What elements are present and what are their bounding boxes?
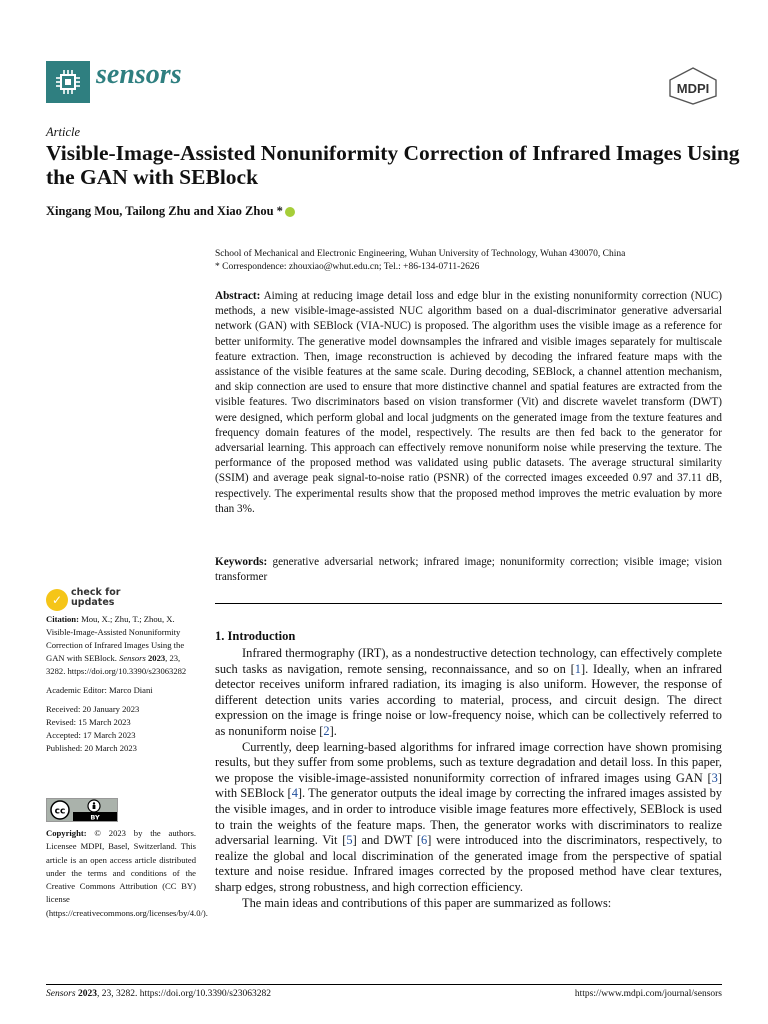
reference-link[interactable]: 3 — [711, 770, 718, 785]
affiliation: School of Mechanical and Electronic Engineering, Wuhan University of Technology, Wuhan 430070, China — [215, 249, 626, 259]
check-updates-line2: updates — [71, 597, 115, 608]
section-heading-introduction: 1. Introduction — [215, 629, 296, 643]
mdpi-logo-icon — [664, 66, 722, 106]
reference-link[interactable]: 6 — [421, 833, 428, 848]
article-type: Article — [46, 125, 81, 139]
copyright-text: © 2023 by the authors. Licensee MDPI, Basel, Switzerland. This article is an open access article distributed under the terms and conditions of the Creative Commons Attribution (CC BY) license (https://creativecommons.org/licenses/by/4.0/). — [46, 828, 208, 918]
intro-paragraph: The main ideas and contributions of this paper are summarized as follows: — [242, 895, 612, 910]
citation-text: Mou, X.; Zhu, T.; Zhou, X. Visible-Image-Assisted Nonuniformity Correction of Infrared Images Using the GAN with SEBlock. — [46, 614, 185, 663]
abstract-text: Aiming at reducing image detail loss and edge blur in the existing nonuniformity correction (NUC) methods, a new visible-image-assisted NUC algorithm based on a dual-discriminator generative adversarial network (GAN) with SEBlock (VIA-NUC) is proposed. The algorithm uses the visible image as a reference for better uniformity. The generative model downsamples the infrared and visible images separately for multiscale feature extraction. Then, image reconstruction is achieved by decoding the infrared feature maps with the assistance of the visible features at the same scale. During decoding, SEBlock, a channel attention mechanism, and skip connection are used to ensure that more distinctive channel and spatial features are extracted from the visible features. Two discriminators based on vision transformer (Vit) and discrete wavelet transform (DWT) were designed, which perform global and local judgments on the generated image from the texture features and frequency domain features of the model, respectively. The results are then fed back to the generator for adversarial learning. This approach can effectively remove nonuniform noise while preserving the texture. The performance of the proposed method was validated using public datasets. The average structural similarity (SSIM) and average peak signal-to-noise ratio (PSNR) of the corrected images exceeded 0.97 and 37.11 dB, respectively. The experimental results show that the proposed method improves the metric evaluation by more than 3%. — [215, 290, 722, 515]
check-updates-icon[interactable]: ✓ — [46, 589, 68, 611]
check-updates-label[interactable] — [71, 588, 120, 608]
correspondence: * Correspondence: zhouxiao@whut.edu.cn; Tel.: +86-134-0711-2626 — [215, 262, 480, 272]
citation-doi-link[interactable]: https://doi.org/10.3390/s23063282 — [67, 666, 187, 676]
footer-journal-url[interactable]: https://www.mdpi.com/journal/sensors — [574, 989, 722, 999]
mdpi-logo-text: MDPI — [676, 81, 710, 96]
abstract — [215, 289, 722, 517]
keywords-text: generative adversarial network; infrared image; nonuniformity correction; visible image; vision transformer — [215, 556, 722, 584]
section-divider — [215, 603, 722, 604]
keywords — [215, 555, 722, 585]
accepted-date: Accepted: 17 March 2023 — [46, 730, 136, 740]
reference-link[interactable]: 2 — [323, 723, 330, 738]
citation-rest: , 23, 3282. — [46, 653, 181, 676]
sidebar-info — [46, 613, 196, 755]
orcid-icon[interactable] — [285, 207, 295, 217]
check-updates-line1: check for — [71, 587, 121, 598]
footer-rest: , 23, 3282. https://doi.org/10.3390/s23063282 — [96, 989, 271, 999]
revised-date: Revised: 15 March 2023 — [46, 717, 131, 727]
received-date: Received: 20 January 2023 — [46, 704, 140, 714]
intro-paragraph: Infrared thermography (IRT), as a nondestructive detection technology, can effectively complete such tasks as navigation, remote sensing, reconnaissance, and so on [1]. Ideally, when an infrared detector receives uniform infrared radiation, its imaging is also uniform. However, the response of different detection units varies according to material, process, and circuit design. The direct expression on the image is fringe noise or low-frequency noise, which can be collectively referred to as nonuniform noise [2]. — [215, 646, 722, 738]
reference-link[interactable]: 5 — [346, 833, 353, 848]
abstract-label: Abstract: — [215, 290, 261, 302]
footer-journal: Sensors — [46, 989, 76, 999]
introduction-body — [215, 646, 722, 911]
footer-year: 2023 — [77, 989, 97, 999]
svg-text:cc: cc — [54, 806, 66, 817]
footer-divider — [46, 984, 722, 985]
author-list — [46, 204, 295, 219]
paper-title: Visible-Image-Assisted Nonuniformity Correction of Infrared Images Using the GAN with SEBlock — [46, 141, 740, 189]
citation-year: 2023 — [147, 653, 166, 663]
copyright-notice — [46, 827, 208, 920]
cc-by-license-icon[interactable] — [46, 798, 118, 822]
citation — [46, 613, 196, 678]
journal-logo-icon — [46, 61, 90, 103]
cc-badge-text: BY — [90, 813, 100, 821]
academic-editor: Academic Editor: Marco Diani — [46, 685, 153, 695]
citation-label: Citation: — [46, 614, 79, 624]
authors-text: Xingang Mou, Tailong Zhu and Xiao Zhou * — [46, 204, 283, 218]
affiliation-block — [215, 248, 725, 274]
journal-name: sensors — [96, 59, 182, 90]
intro-paragraph: Currently, deep learning-based algorithms for infrared image correction have shown promising results, but they suffer from some problems, such as texture degradation and detail loss. In this paper, we propose the visible-image-assisted nonuniformity correction of infrared images using GAN [3] with SEBlock [4]. The generator outputs the ideal image by correcting the infrared images assisted by the visible images, and in order to introduce visible image features more effectively, SEBlock is used to train the weights of the feature maps. Then, the generator works with discriminators to realize adversarial learning. Vit [5] and DWT [6] were introduced into the discriminators, respectively, to realize the global and local discrimination of the generated image from the perspective of spatial texture and noise residue. Infrared images corrected by the proposed method have clear textures, sharp edges, strong robustness, and high correction efficiency. — [215, 739, 722, 894]
keywords-label: Keywords: — [215, 556, 268, 568]
reference-link[interactable]: 1 — [574, 661, 581, 676]
footer-citation — [46, 989, 271, 999]
published-date: Published: 20 March 2023 — [46, 743, 137, 753]
copyright-label: Copyright: — [46, 828, 87, 838]
citation-journal: Sensors — [119, 653, 146, 663]
reference-link[interactable]: 4 — [291, 786, 298, 801]
